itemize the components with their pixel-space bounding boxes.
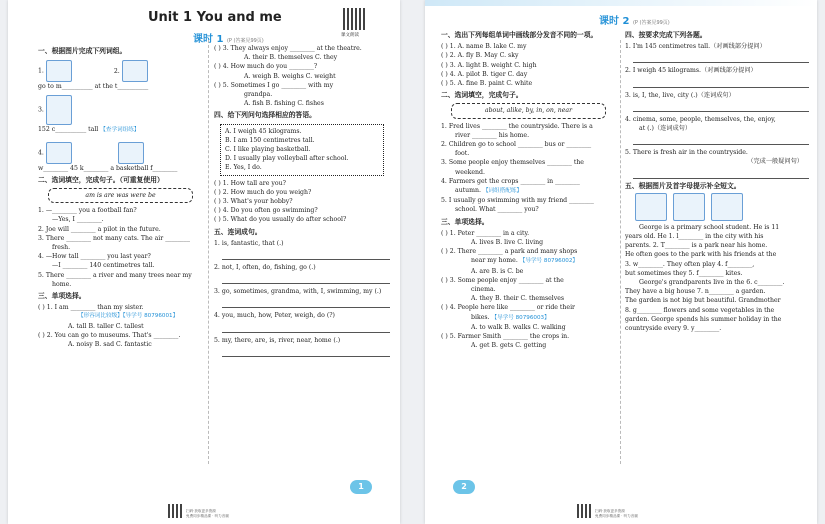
question-line: 4. cinema, some, people, themselves, the, enjoy, (625, 115, 776, 123)
section-tag: 【形容词比较级】【导学号 80796001】 (78, 313, 179, 320)
qr-code-icon[interactable] (343, 8, 365, 30)
item-number: 3. (38, 106, 44, 114)
passage-line: garden. George spends his summer holiday in the (625, 315, 782, 323)
answer-line[interactable] (633, 53, 809, 63)
right-column (214, 44, 390, 360)
question-line: 3. go, sometimes, grandma, with, I, swimming, my (.) (214, 288, 382, 296)
left-column (38, 44, 203, 349)
lesson-title: 课时 1 (P (答案见99页) (193, 34, 264, 45)
question-line: 5. I usually go swimming with my friend ________ (441, 197, 594, 205)
question-line: 3. Some people enjoy themselves ________ the (441, 159, 584, 167)
question-line: 5. There ________ a river and many trees near my (38, 271, 192, 279)
question-line: —Yes, I ________. (52, 216, 104, 224)
word-bank: about, alike, by, in, on, near (451, 103, 606, 118)
answer-line[interactable] (222, 274, 390, 284)
answer-line[interactable] (633, 169, 809, 179)
question-line: 3. There ________ not many cats. The air ________ (38, 234, 190, 242)
options-line: A. to walk B. walks C. walking (471, 323, 566, 331)
section-3-heading: 三、单项选择。 (441, 217, 489, 226)
item-number: 4. (38, 149, 44, 157)
tall-boy-picture-icon (46, 95, 72, 125)
question-line: ( ) 3. A. light B. weight C. high (441, 61, 537, 69)
passage-line: but sometimes they 5. f________ kites. (625, 269, 743, 277)
question-line: ( ) 3. Some people enjoy ________ at the (441, 276, 564, 284)
question-line: 1. is, fantastic, that (.) (214, 239, 284, 247)
question-line: ( ) 1. A. name B. lake C. my (441, 43, 527, 51)
page-number: 1 (350, 480, 372, 494)
question-line: weekend. (455, 168, 485, 176)
question-line: ( ) 5. What do you usually do after school? (214, 216, 347, 224)
answer-line[interactable] (222, 347, 390, 357)
options-line: A. tall B. taller C. tallest (68, 322, 144, 330)
question-line: 2. Children go to school ________ bus or ________ (441, 141, 592, 149)
question-line: 2. I weigh 45 kilograms.（对画线部分提问） (625, 67, 757, 75)
passage-line: years old. He 1. l________ in the city with his (625, 233, 764, 241)
options-line: A. lives B. live C. living (471, 239, 544, 247)
question-line: river ________ his home. (455, 131, 530, 139)
question-line: home. (52, 280, 72, 288)
question-line: 4. Farmers get the crops ________ in ________ (441, 177, 580, 185)
question-line: ( ) 5. Sometimes I go ________ with my (214, 81, 334, 89)
question-line: 2. not, I, often, do, fishing, go (.) (214, 264, 316, 272)
section-5-heading: 五、连词成句。 (214, 227, 262, 236)
school-picture-icon (46, 60, 72, 82)
page-number: 2 (453, 480, 475, 494)
answer-line[interactable] (222, 250, 390, 260)
question-line: ( ) 2. How much do you weigh? (214, 188, 312, 196)
options-line: A. fish B. fishing C. fishes (244, 100, 324, 108)
passage-line: The garden is not big but beautiful. Grandmother (625, 297, 781, 305)
footer-text: 扫码·获取更多资源 免费同步精品课 · 听力音频 (595, 509, 638, 518)
question-line: cinema. (471, 286, 496, 294)
left-column (441, 28, 616, 351)
phrase-line: go to m__________ at the t__________ (38, 83, 149, 91)
football-picture-icon (635, 193, 667, 221)
footer-qr-icon[interactable] (577, 504, 591, 518)
right-column (625, 28, 809, 333)
answer-line[interactable] (633, 78, 809, 88)
scale-picture-icon (46, 142, 72, 164)
lesson-title: 课时 2 (P (答案见99页) (599, 16, 670, 27)
question-line: grandpa. (244, 91, 273, 99)
question-line: ( ) 2. A. fly B. May C. sky (441, 52, 519, 60)
section-tag: 【导学号 80796002】 (519, 258, 578, 265)
column-divider (208, 40, 209, 464)
question-line: fresh. (52, 244, 71, 252)
unit-title: Unit 1 You and me (148, 10, 282, 25)
answer-option: E. Yes, I do. (225, 164, 262, 172)
section-tag: 【查学词组练】 (100, 127, 140, 134)
footer-text: 扫码·获取更多资源 免费同步精品课 · 听力音频 (186, 509, 229, 518)
answer-line[interactable] (633, 102, 809, 112)
answer-option: A. I weigh 45 kilograms. (225, 127, 302, 135)
word-bank: am is are was were be (48, 188, 193, 203)
page-1 (8, 0, 400, 524)
header-strip (425, 0, 817, 6)
options-line: A. they B. their C. themselves (471, 295, 565, 303)
question-line: ( ) 4. People here like ________ or ride their (441, 304, 576, 312)
theatre-picture-icon (122, 60, 148, 82)
question-line: ( ) 5. A. fine B. paint C. white (441, 80, 533, 88)
question-line: ( ) 2. You can go to museums. That's ________. (38, 331, 181, 339)
question-line: 5. There is fresh air in the countryside. (625, 149, 748, 157)
question-line: —I ________ 140 centimetres tall. (52, 262, 155, 270)
question-line: 4. —How tall ________ you last year? (38, 253, 151, 261)
question-line: ( ) 3. What's your hobby? (214, 198, 293, 206)
passage-line: countryside every 9. y________. (625, 325, 722, 333)
section-3-heading: 三、单项选择。 (38, 292, 86, 301)
question-line: 5. my, there, are, is, river, near, home (.) (214, 336, 341, 344)
question-line: ( ) 4. How much do you ________? (214, 63, 318, 71)
question-line: 1. —________ you a football fan? (38, 207, 137, 215)
section-1-heading: 一、根据图片完成下列词组。 (38, 47, 127, 55)
page-2 (425, 0, 817, 524)
passage-line: They have a big house 7. n________ a garden. (625, 288, 766, 296)
question-line: at (.)（连词成句） (639, 125, 692, 133)
answer-line[interactable] (222, 323, 390, 333)
question-line: ( ) 2. There ________ a park and many shops (441, 248, 578, 256)
item-number: 1. (38, 67, 44, 75)
question-line: 4. you, much, how, Peter, weigh, do (?) (214, 312, 335, 320)
question-line: ( ) 3. They always enjoy ________ at the theatre. (214, 45, 362, 52)
answer-line[interactable] (633, 135, 809, 145)
answer-options-box (220, 124, 384, 176)
answer-line[interactable] (222, 298, 390, 308)
footer-qr-icon[interactable] (168, 504, 182, 518)
section-tag: 【词组搭配练】 (482, 188, 523, 195)
passage-line: George's grandparents live in the 6. c________. (639, 279, 785, 287)
answer-option: C. I like playing basketball. (225, 146, 311, 154)
qr-label: 课文朗读 (341, 33, 359, 38)
options-line: A. get B. gets C. getting (471, 342, 547, 350)
answer-option: B. I am 150 centimetres tall. (225, 136, 315, 144)
section-2-heading: 二、选词填空，完成句子。 (441, 91, 523, 100)
question-line: school. What ________ you? (455, 206, 539, 214)
instruction-note: （完成一般疑问句） (747, 158, 803, 166)
phrase-line: w________ 45 k________ a basketball f________ (38, 164, 178, 172)
question-line: 1. Fred lives ________ the countryside. There is a (441, 122, 593, 130)
question-line: foot. (455, 150, 470, 158)
passage-line: George is a primary school student. He is 11 (639, 223, 780, 231)
section-4-heading: 四、给下列问句选择相应的答语。 (214, 111, 316, 120)
options-line: A. their B. themselves C. they (244, 54, 338, 62)
column-divider (620, 40, 621, 464)
question-line: autumn. 【词组搭配练】 (455, 187, 523, 195)
options-line: A. are B. is C. be (471, 267, 524, 275)
question-line: ( ) 1. How tall are you? (214, 179, 286, 187)
question-line: 3. is, I, the, live, city (.)（连词成句） (625, 91, 735, 99)
question-line: ( ) 5. Farmer Smith ________ the crops in. (441, 333, 570, 341)
phrase-line: 152 c__________ tall (38, 126, 99, 134)
section-5-heading: 五、根据图片及首字母提示补全短文。 (625, 181, 741, 190)
question-line: ( ) 1. Peter ________ in a city. (441, 229, 530, 237)
question-line: bikes. 【导学号 80796003】 (471, 313, 550, 321)
basketball-picture-icon (118, 142, 144, 164)
options-line: A. weigh B. weighs C. weight (244, 72, 336, 80)
section-tag: 【导学号 80796003】 (491, 314, 550, 321)
question-line: 1. I'm 145 centimetres tall.（对画线部分提问） (625, 43, 766, 51)
section-2-heading: 二、选词填空，完成句子。（可重复使用） (38, 175, 164, 184)
question-line: near my home. 【导学号 80796002】 (471, 257, 578, 265)
passage-line: 3. w________. They often play 4. f________, (625, 260, 755, 268)
question-line: ( ) 4. Do you often go swimming? (214, 207, 318, 215)
options-line: A. noisy B. sad C. fantastic (68, 341, 152, 349)
house-picture-icon (711, 193, 743, 221)
question-line: ( ) 1. I am ________ than my sister. (38, 304, 144, 312)
passage-line: parents. 2. T________ is a park near his home. (625, 242, 768, 250)
section-4-heading: 四、按要求完成下列各题。 (625, 31, 707, 39)
farm-picture-icon (673, 193, 705, 221)
item-number: 2. (113, 67, 120, 75)
question-line: 2. Joe will ________ a pilot in the future. (38, 225, 161, 233)
question-line: ( ) 4. A. pilot B. tiger C. day (441, 70, 528, 78)
passage-line: He often goes to the park with his friends at the (625, 251, 777, 259)
answer-option: D. I usually play volleyball after school. (225, 155, 349, 163)
passage-line: 8. g________ flowers and some vegetables in the (625, 306, 775, 314)
section-1-heading: 一、选出下列每组单词中画线部分发音不同的一项。 (441, 31, 598, 39)
